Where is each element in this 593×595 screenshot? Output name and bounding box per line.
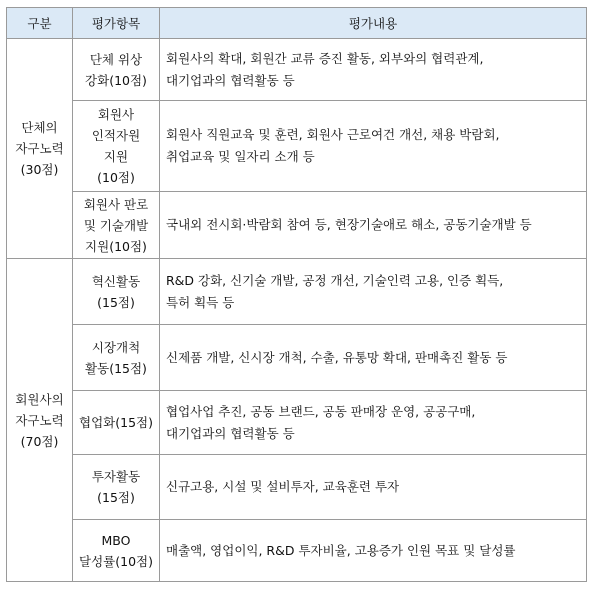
content-text: R&D 강화, 신기술 개발, 공정 개선, 기술인력 고용, 인증 획득, 특허 획득 등 — [166, 272, 504, 310]
category-label: 단체의 자구노력 (30점) — [15, 120, 64, 177]
content-cell — [160, 39, 587, 101]
item-label: 단체 위상 강화(10점) — [85, 51, 147, 88]
item-label: MBO 달성률(10점) — [79, 532, 153, 569]
item-cell — [73, 325, 160, 391]
item-cell — [73, 455, 160, 520]
item-label: 협업화(15점) — [79, 415, 153, 430]
item-cell — [73, 39, 160, 101]
evaluation-table — [6, 7, 587, 582]
item-label: 투자활동 (15점) — [91, 469, 141, 505]
content-cell — [160, 455, 587, 520]
header-category: 구분 — [7, 8, 73, 39]
table-row — [7, 391, 587, 455]
content-cell — [160, 192, 587, 259]
content-text: 회원사 직원교육 및 훈련, 회원사 근로여건 개선, 채용 박람회, 취업교육 및 일자리 소개 등 — [166, 127, 500, 164]
content-cell — [160, 325, 587, 391]
table-row — [7, 259, 587, 325]
header-item: 평가항목 — [73, 8, 160, 39]
category-label: 회원사의 자구노력 (70점) — [15, 391, 64, 449]
content-cell — [160, 391, 587, 455]
content-text: 국내외 전시회·박람회 참여 등, 현장기술애로 해소, 공동기술개발 등 — [166, 217, 532, 232]
content-text: 매출액, 영업이익, R&D 투자비율, 고용증가 인원 목표 및 달성률 — [166, 542, 516, 558]
table-row — [7, 101, 587, 192]
item-label: 시장개척 활동(15점) — [85, 339, 147, 376]
item-label: 회원사 인적자원 지원 (10점) — [91, 107, 141, 185]
content-cell — [160, 259, 587, 325]
table-row — [7, 455, 587, 520]
table-row — [7, 325, 587, 391]
item-cell — [73, 520, 160, 582]
content-text: 협업사업 추진, 공동 브랜드, 공동 판매장 운영, 공공구매, 대기업과의 협력활동 등 — [166, 403, 476, 441]
content-text: 신제품 개발, 신시장 개척, 수출, 유통망 확대, 판매촉진 활동 등 — [166, 349, 508, 365]
header-content: 평가내용 — [160, 8, 587, 39]
item-cell — [73, 101, 160, 192]
table-row — [7, 520, 587, 582]
content-cell — [160, 101, 587, 192]
category-group-org — [7, 39, 73, 259]
content-text: 신규고용, 시설 및 설비투자, 교육훈련 투자 — [166, 479, 400, 494]
item-label: 회원사 판로 및 기술개발 지원(10점) — [83, 196, 149, 254]
table-row — [7, 192, 587, 259]
content-cell — [160, 520, 587, 582]
category-group-member — [7, 259, 73, 582]
header-row — [7, 8, 587, 39]
item-cell — [73, 192, 160, 259]
item-cell — [73, 259, 160, 325]
item-cell — [73, 391, 160, 455]
item-label: 혁신활동 (15점) — [91, 273, 141, 310]
content-text: 회원사의 확대, 회원간 교류 증진 활동, 외부와의 협력관계, 대기업과의 협력활동 등 — [166, 50, 484, 88]
table-row — [7, 39, 587, 101]
